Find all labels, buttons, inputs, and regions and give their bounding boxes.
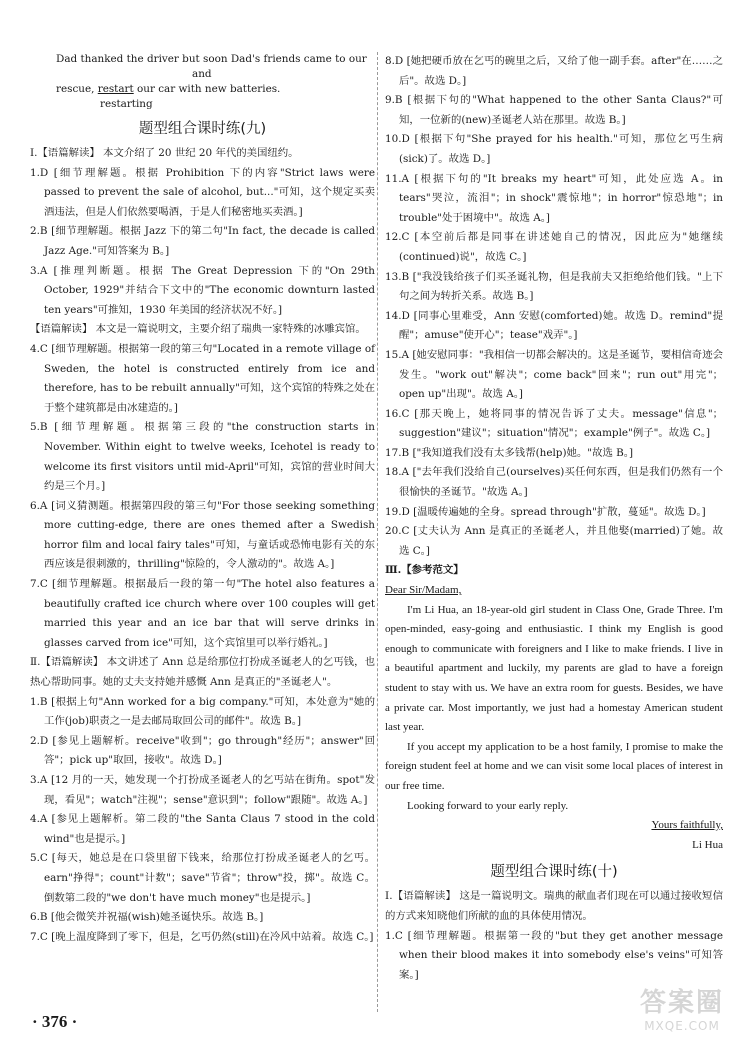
answer-1: 1.D [细节理解题。根据 Prohibition 下的内容"Strict laws were passed to prevent the sale of alcohol, but..."可知，这个规定买卖酒违法，但是人们依然要喝酒，于是人们秘密地买卖酒。] (30, 166, 375, 218)
cloze-answer-1: 1.B [根据上句"Ann worked for a big company."可知，本处意为"她的工作(job)职责之一是去邮局取回公司的邮件"。故选 B。] (30, 695, 375, 728)
cloze-answer-5: 5.C [每天，她总是在口袋里留下钱来，给那位打扮成圣诞老人的乞丐。earn"挣得"；count"计数"；save"节省"；throw"投，掷"。故选 C。倒数第二段的"we don't have much money"也是提示。] (30, 852, 375, 904)
cloze-answer-6: 6.B [他会微笑并祝福(wish)她圣诞快乐。故选 B。] (30, 911, 264, 924)
cloze-answer-18: 18.A ["去年我们没给自己(ourselves)买任何东西，但是我们仍然有一个很愉快的圣诞节。"故选 A。] (385, 466, 723, 499)
section-title-10: 题型组合课时练(十) (490, 864, 618, 881)
cloze-answer-9: 9.B [根据下句的"What happened to the other Santa Claus?"可知，一位新的(new)圣诞老人站在那里。故选 B。] (385, 94, 723, 126)
letter-closing: Yours faithfully, (651, 819, 723, 832)
column-divider (377, 52, 379, 1012)
answer-6: 6.A [词义猜测题。根据第四段的第三句"For those seeking something more cutting-edge, there are ones themed after a Swedish horror film and local fairy tales"可知，与童话或恐怖电影有关的东西应该是很刺激的，thrilling"惊险的，令人激动的"。故选 A。] (30, 499, 375, 571)
section-title-9: 题型组合课时练(九) (138, 121, 267, 137)
cloze-answer-7: 7.C [晚上温度降到了零下，但是，乞丐仍然(still)在冷风中站着。故选 C。] (30, 930, 374, 943)
answer-3: 3.A [推理判断题。根据 The Great Depression 下的"On 29th October, 1929"并结合下文中的"The economic downturn lasted ten years"可推知，1930 年美国的经济状况不好。] (30, 264, 375, 316)
correction-insert-and: and (192, 68, 212, 80)
answer-2: 2.B [细节理解题。根据 Jazz 下的第二句"In fact, the decade is called Jazz Age."可知答案为 B。] (30, 225, 375, 257)
reading-intro-2: 【语篇解读】 本文是一篇说明文，主要介绍了瑞典一家特殊的冰雕宾馆。 (30, 323, 366, 336)
reading-intro-1: Ⅰ.【语篇解读】 本文介绍了 20 世纪 20 年代的美国纽约。 (30, 147, 299, 159)
underlined-word: restart (97, 83, 134, 95)
correction-line-1: Dad thanked the driver but soon Dad's friends came to our (56, 53, 367, 65)
left-column (30, 52, 375, 947)
letter-paragraph-3: Looking forward to your early reply. (407, 799, 569, 812)
answer-4: 4.C [细节理解题。根据第一段的第三句"Located in a remote village of Sweden, the hotel is constructed entirely from ice and therefore, has to be rebuilt annually"可知，这个宾馆的特殊之处在于整个建筑都是由冰建造的。] (30, 342, 375, 414)
cloze-answer-10: 10.D [根据下句"She prayed for his health."可知，那位乞丐生病(sick)了。故选 D。] (385, 133, 723, 165)
reading-intro-10: Ⅰ.【语篇解读】 这是一篇说明文。瑞典的献血者们现在可以通过接收短信的方式来知晓他们所献的血的具体使用情况。 (385, 890, 723, 922)
answer-10-1: 1.C [细节理解题。根据第一段的"but they get another message when their blood makes it into somebody else's veins"可知答案。] (385, 929, 723, 981)
reading-intro-3: Ⅱ.【语篇解读】 本文讲述了 Ann 总是给那位打扮成圣诞老人的乞丐钱，也热心帮助同事。她的丈夫支持她并感慨 Ann 是真正的"圣诞老人"。 (30, 656, 375, 689)
correction-line-2: rescue, restart our car with new batteries. (56, 83, 281, 95)
model-essay-heading: Ⅲ.【参考范文】 (385, 564, 464, 577)
letter-greeting: Dear Sir/Madam, (385, 584, 462, 597)
cloze-answer-11: 11.A [根据下句的"It breaks my heart"可知，此处应选 A。in tears"哭泣，流泪"；in shock"震惊地"；in horror"惊恐地"；in trouble"处于困境中"。故选 A。] (385, 172, 723, 224)
cloze-answer-14: 14.D [同事心里难受，Ann 安慰(comforted)她。故选 D。remind"提醒"；amuse"使开心"；tease"戏弄"。] (385, 309, 723, 342)
answer-5: 5.B [细节理解题。根据第三段的"the construction starts in November. Within eight to twelve weeks, Icehotel is ready to welcome its first visitors until mid-April"可知，宾馆的营业时间大约是三个月。] (30, 421, 375, 493)
model-letter (385, 581, 723, 855)
letter-paragraph-1: I'm Li Hua, an 18-year-old girl student in Class One, Grade Three. I'm open-minded, easy-going and enthusiastic. I think my English is good enough to communicate with foreigners and I like to make friends. I live in a beautiful apartment and luckily, my parents are glad to have a foreign student to stay with us. We have an extra room for guests. Besides, we have a private car. Most importantly, we just had a homestay American student last year. (385, 603, 723, 734)
cloze-answer-20: 20.C [丈夫认为 Ann 是真正的圣诞老人，并且他娶(married)了她。故选 C。] (385, 525, 723, 557)
cloze-answer-16: 16.C [那天晚上，她将同事的情况告诉了丈夫。message"信息"；suggestion"建议"；situation"情况"；example"例子"。故选 C。] (385, 407, 723, 440)
right-column (385, 52, 723, 985)
cloze-answer-13: 13.B ["我没钱给孩子们买圣诞礼物，但是我前夫又拒绝给他们钱。"上下句之间为转折关系。故选 B。] (385, 270, 723, 303)
cloze-answer-17: 17.B ["我知道我们没有太多钱帮(help)她。"故选 B。] (385, 446, 634, 459)
cloze-answer-3: 3.A [12 月的一天，她发现一个打扮成圣诞老人的乞丐站在街角。spot"发现，看见"；watch"注视"；sense"意识到"；follow"跟随"。故选 A。] (30, 774, 375, 806)
cloze-answer-8: 8.D [她把硬币放在乞丐的碗里之后，又给了他一副手套。after"在……之后"。故选 D。] (385, 55, 723, 87)
cloze-answer-19: 19.D [温暖传遍她的全身。spread through"扩散，蔓延"。故选 D。] (385, 505, 706, 518)
letter-paragraph-2: If you accept my application to be a host family, I promise to make the foreign student feel at home and we can visit some local places of interest in our free time. (385, 740, 723, 792)
answer-7: 7.C [细节理解题。根据最后一段的第一句"The hotel also features a beautifully crafted ice church where over 100 couples will get married this year and an ice bar that will serve drinks in glasses carved from ice"可知，这个宾馆里可以举行婚礼。] (30, 578, 375, 649)
page-number: · 376 · (32, 1012, 78, 1031)
cloze-answer-4: 4.A [参见上题解析。第二段的"the Santa Claus 7 stood in the cold wind"也是提示。] (30, 813, 375, 845)
correction-insert-restarting: restarting (100, 98, 153, 110)
correction-block (30, 52, 375, 112)
letter-signature: Li Hua (692, 838, 723, 851)
cloze-answer-15: 15.A [她安慰同事："我相信一切都会解决的。这是圣诞节，要相信奇迹会发生。"work out"解决"；come back"回来"；run out"用完"；open up"出现"。故选 A。] (385, 348, 723, 401)
watermark-logo: 答案圈 MXQE.COM (639, 988, 724, 1033)
cloze-answer-12: 12.C [本空前后都是同事在讲述她自己的情况，因此应为"她继续(continued)说"，故选 C。] (385, 231, 723, 263)
cloze-answer-2: 2.D [参见上题解析。receive"收到"；go through"经历"；answer"回答"；pick up"取回，接收"。故选 D。] (30, 734, 375, 767)
